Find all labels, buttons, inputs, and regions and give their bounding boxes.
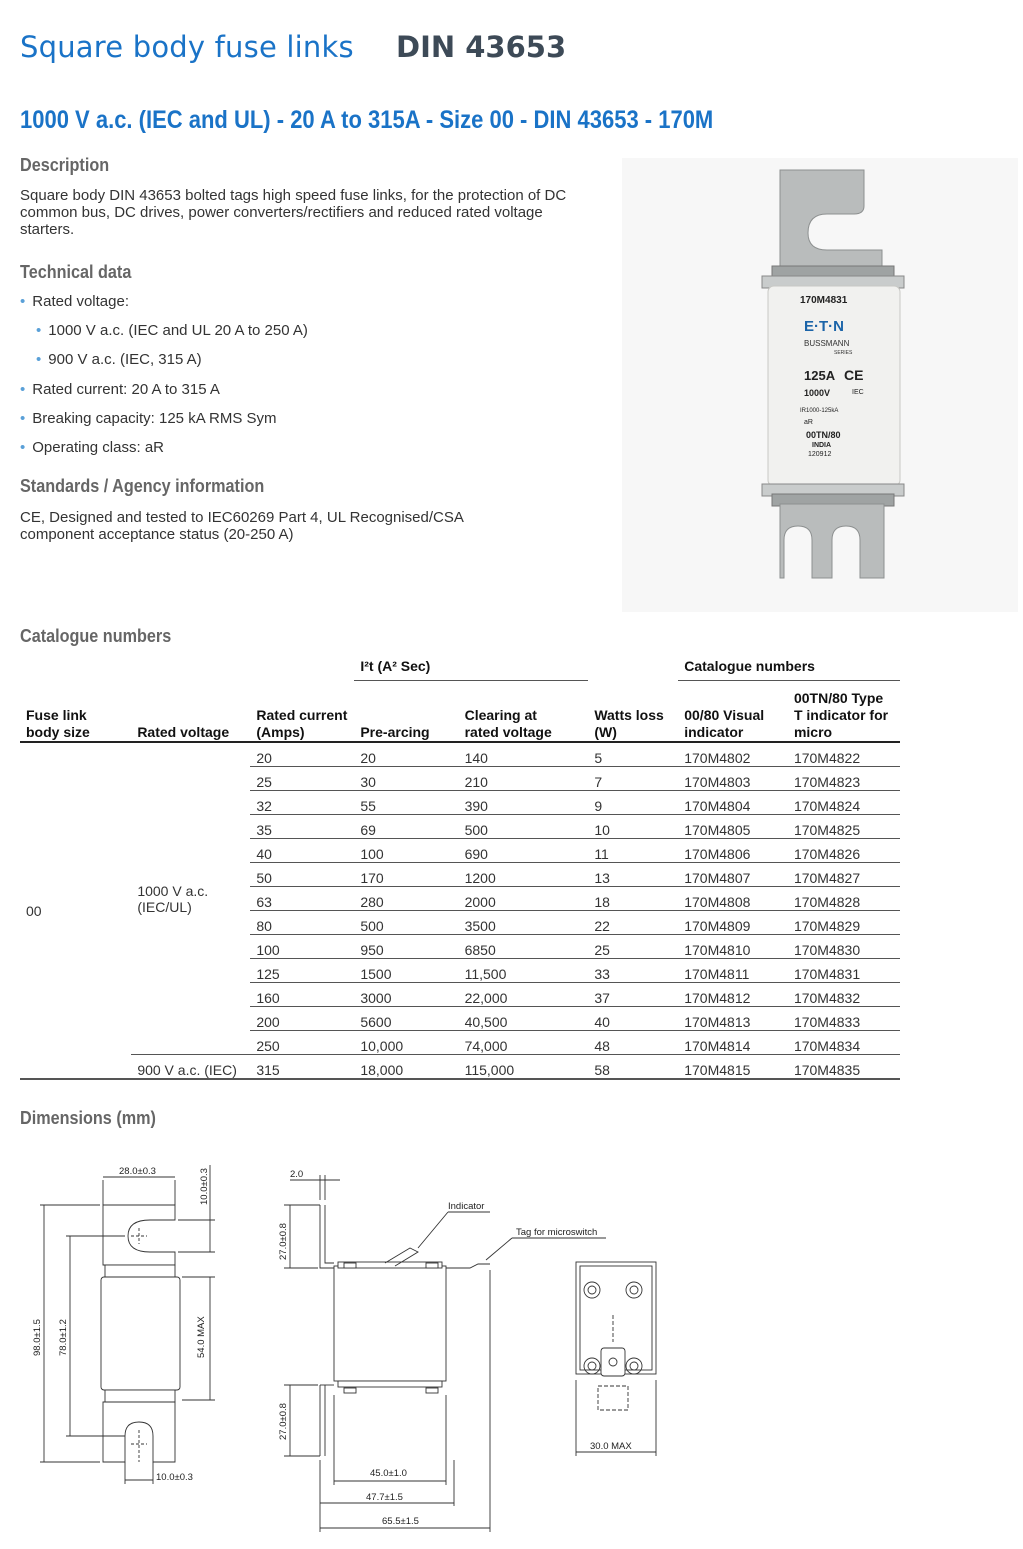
label-type: 00TN/80 <box>806 430 841 440</box>
cell-micro-indicator: 170M4828 <box>788 887 900 911</box>
label-iec: IEC <box>852 389 864 396</box>
dim-bottom-width: 10.0±0.3 <box>156 1472 193 1483</box>
product-photo <box>622 158 1018 612</box>
cell-pre-arcing: 1500 <box>354 959 458 983</box>
dimensions-heading: Dimensions (mm) <box>20 1108 156 1128</box>
label-voltage: 1000V <box>804 388 831 398</box>
dim-body-height: 54.0 MAX <box>196 1316 207 1358</box>
cell-visual-indicator: 170M4804 <box>678 791 788 815</box>
cell-rated-current: 20 <box>250 742 354 767</box>
cell-clearing: 6850 <box>459 935 589 959</box>
cell-micro-indicator: 170M4826 <box>788 839 900 863</box>
cell-watts-loss: 33 <box>588 959 678 983</box>
cell-visual-indicator: 170M4813 <box>678 1007 788 1031</box>
cell-micro-indicator: 170M4824 <box>788 791 900 815</box>
description-heading: Description <box>20 155 110 175</box>
col-header-visual: 00/80 Visual indicator <box>678 680 788 742</box>
cell-clearing: 40,500 <box>459 1007 589 1031</box>
cell-watts-loss: 37 <box>588 983 678 1007</box>
cell-rated-current: 32 <box>250 791 354 815</box>
label-brand: E·T·N <box>804 318 844 335</box>
cell-clearing: 22,000 <box>459 983 589 1007</box>
cell-rated-current: 25 <box>250 767 354 791</box>
cell-pre-arcing: 30 <box>354 767 458 791</box>
din-standard: DIN 43653 <box>396 30 567 64</box>
product-subtitle: 1000 V a.c. (IEC and UL) - 20 A to 315A - Size 00 - DIN 43653 - 170M <box>20 106 714 134</box>
tech-item-current: • Rated current: 20 A to 315 A <box>20 381 220 398</box>
cell-pre-arcing: 3000 <box>354 983 458 1007</box>
cell-visual-indicator: 170M4809 <box>678 911 788 935</box>
cell-micro-indicator: 170M4822 <box>788 742 900 767</box>
col-header-size: Fuse link body size <box>20 680 131 742</box>
cell-rated-voltage: 1000 V a.c. (IEC/UL) <box>131 742 250 1055</box>
cell-rated-current: 160 <box>250 983 354 1007</box>
cell-micro-indicator: 170M4832 <box>788 983 900 1007</box>
cell-micro-indicator: 170M4830 <box>788 935 900 959</box>
dim-overall-width: 65.5±1.5 <box>382 1516 419 1527</box>
cell-micro-indicator: 170M4823 <box>788 767 900 791</box>
cell-watts-loss: 40 <box>588 1007 678 1031</box>
cell-rated-current: 315 <box>250 1055 354 1080</box>
dim-hole-span: 78.0±1.2 <box>58 1319 69 1356</box>
dim-body-total: 47.7±1.5 <box>366 1492 403 1503</box>
dim-tag-thickness: 2.0 <box>290 1169 304 1180</box>
cell-micro-indicator: 170M4825 <box>788 815 900 839</box>
description-text: Square body DIN 43653 bolted tags high speed fuse links, for the protection of DC common bus, DC drives, power converters/rectifiers and reduced rated voltage starters. <box>20 187 567 238</box>
i2t-group-header: I²t (A² Sec) <box>354 654 588 680</box>
cell-pre-arcing: 55 <box>354 791 458 815</box>
cell-watts-loss: 13 <box>588 863 678 887</box>
cell-visual-indicator: 170M4815 <box>678 1055 788 1080</box>
cell-pre-arcing: 950 <box>354 935 458 959</box>
cell-clearing: 11,500 <box>459 959 589 983</box>
cell-rated-current: 80 <box>250 911 354 935</box>
cell-clearing: 1200 <box>459 863 589 887</box>
cell-visual-indicator: 170M4806 <box>678 839 788 863</box>
cell-watts-loss: 10 <box>588 815 678 839</box>
label-class: aR <box>804 419 813 426</box>
cell-rated-current: 50 <box>250 863 354 887</box>
cell-clearing: 2000 <box>459 887 589 911</box>
cell-body-size: 00 <box>20 742 131 1079</box>
catalogue-heading: Catalogue numbers <box>20 626 172 646</box>
cell-watts-loss: 5 <box>588 742 678 767</box>
cell-rated-current: 125 <box>250 959 354 983</box>
cell-pre-arcing: 500 <box>354 911 458 935</box>
standards-text: CE, Designed and tested to IEC60269 Part 4, UL Recognised/CSA component acceptance status (20-250 A) <box>20 509 464 543</box>
cell-rated-current: 63 <box>250 887 354 911</box>
cell-clearing: 500 <box>459 815 589 839</box>
standards-heading: Standards / Agency information <box>20 476 265 496</box>
cell-visual-indicator: 170M4812 <box>678 983 788 1007</box>
col-header-pre-arcing: Pre-arcing <box>354 680 458 742</box>
tech-item-voltage: • Rated voltage: <box>20 293 129 310</box>
cell-micro-indicator: 170M4827 <box>788 863 900 887</box>
cell-pre-arcing: 100 <box>354 839 458 863</box>
cell-rated-current: 250 <box>250 1031 354 1055</box>
table-row <box>20 1055 900 1080</box>
col-header-voltage: Rated voltage <box>131 680 250 742</box>
cell-micro-indicator: 170M4829 <box>788 911 900 935</box>
cell-visual-indicator: 170M4807 <box>678 863 788 887</box>
col-header-watts: Watts loss (W) <box>588 680 678 742</box>
label-rating: IR1000-125kA <box>800 408 839 414</box>
dim-body-width: 45.0±1.0 <box>370 1468 407 1479</box>
cell-watts-loss: 9 <box>588 791 678 815</box>
cell-watts-loss: 48 <box>588 1031 678 1055</box>
cell-watts-loss: 25 <box>588 935 678 959</box>
col-header-micro: 00TN/80 Type T indicator for micro <box>788 680 900 742</box>
cell-micro-indicator: 170M4835 <box>788 1055 900 1080</box>
dim-top-gap: 10.0±0.3 <box>199 1168 210 1205</box>
dim-indicator: Indicator <box>448 1201 485 1212</box>
cell-visual-indicator: 170M4802 <box>678 742 788 767</box>
cell-clearing: 140 <box>459 742 589 767</box>
cell-watts-loss: 58 <box>588 1055 678 1080</box>
cell-visual-indicator: 170M4811 <box>678 959 788 983</box>
cell-visual-indicator: 170M4814 <box>678 1031 788 1055</box>
dim-tag-lower: 27.0±0.8 <box>278 1403 289 1440</box>
tech-item-breaking: • Breaking capacity: 125 kA RMS Sym <box>20 410 277 427</box>
cell-clearing: 210 <box>459 767 589 791</box>
label-current: 125A <box>804 368 836 383</box>
label-series-sub: SERIES <box>834 350 853 356</box>
tech-item-voltage-1000: • 1000 V a.c. (IEC and UL 20 A to 250 A) <box>36 322 308 339</box>
col-header-current: Rated current (Amps) <box>250 680 354 742</box>
page-title: Square body fuse links <box>20 30 354 64</box>
cell-watts-loss: 18 <box>588 887 678 911</box>
cell-visual-indicator: 170M4803 <box>678 767 788 791</box>
dimensions-drawing <box>0 1150 1023 1549</box>
cell-pre-arcing: 280 <box>354 887 458 911</box>
label-origin: INDIA <box>812 442 832 449</box>
dim-end-width: 30.0 MAX <box>590 1441 632 1452</box>
cell-rated-current: 100 <box>250 935 354 959</box>
table-row <box>20 742 900 767</box>
catalogue-group-header: Catalogue numbers <box>678 654 900 680</box>
label-code: 170M4831 <box>800 295 848 306</box>
col-header-clearing: Clearing at rated voltage <box>459 680 589 742</box>
cell-watts-loss: 11 <box>588 839 678 863</box>
dim-top-width: 28.0±0.3 <box>119 1166 156 1177</box>
cell-micro-indicator: 170M4831 <box>788 959 900 983</box>
dim-microswitch-tag: Tag for microswitch <box>516 1227 598 1238</box>
catalogue-table <box>20 654 900 1080</box>
tech-item-class: • Operating class: aR <box>20 439 164 456</box>
technical-heading: Technical data <box>20 262 132 282</box>
cell-visual-indicator: 170M4808 <box>678 887 788 911</box>
dim-overall-height: 98.0±1.5 <box>32 1319 43 1356</box>
cell-rated-current: 200 <box>250 1007 354 1031</box>
cell-pre-arcing: 5600 <box>354 1007 458 1031</box>
cell-clearing: 115,000 <box>459 1055 589 1080</box>
cell-clearing: 390 <box>459 791 589 815</box>
cell-clearing: 690 <box>459 839 589 863</box>
cell-micro-indicator: 170M4834 <box>788 1031 900 1055</box>
cell-visual-indicator: 170M4810 <box>678 935 788 959</box>
cell-pre-arcing: 18,000 <box>354 1055 458 1080</box>
cell-pre-arcing: 170 <box>354 863 458 887</box>
cell-rated-current: 40 <box>250 839 354 863</box>
tech-item-voltage-900: • 900 V a.c. (IEC, 315 A) <box>36 351 202 368</box>
label-ce: CE <box>844 367 864 383</box>
cell-pre-arcing: 20 <box>354 742 458 767</box>
cell-clearing: 3500 <box>459 911 589 935</box>
cell-rated-current: 35 <box>250 815 354 839</box>
cell-visual-indicator: 170M4805 <box>678 815 788 839</box>
cell-watts-loss: 7 <box>588 767 678 791</box>
cell-pre-arcing: 69 <box>354 815 458 839</box>
cell-rated-voltage: 900 V a.c. (IEC) <box>131 1055 250 1080</box>
cell-watts-loss: 22 <box>588 911 678 935</box>
label-series: BUSSMANN <box>804 339 850 348</box>
cell-micro-indicator: 170M4833 <box>788 1007 900 1031</box>
cell-pre-arcing: 10,000 <box>354 1031 458 1055</box>
label-date: 120912 <box>808 451 832 458</box>
dim-tag-upper: 27.0±0.8 <box>278 1223 289 1260</box>
cell-clearing: 74,000 <box>459 1031 589 1055</box>
